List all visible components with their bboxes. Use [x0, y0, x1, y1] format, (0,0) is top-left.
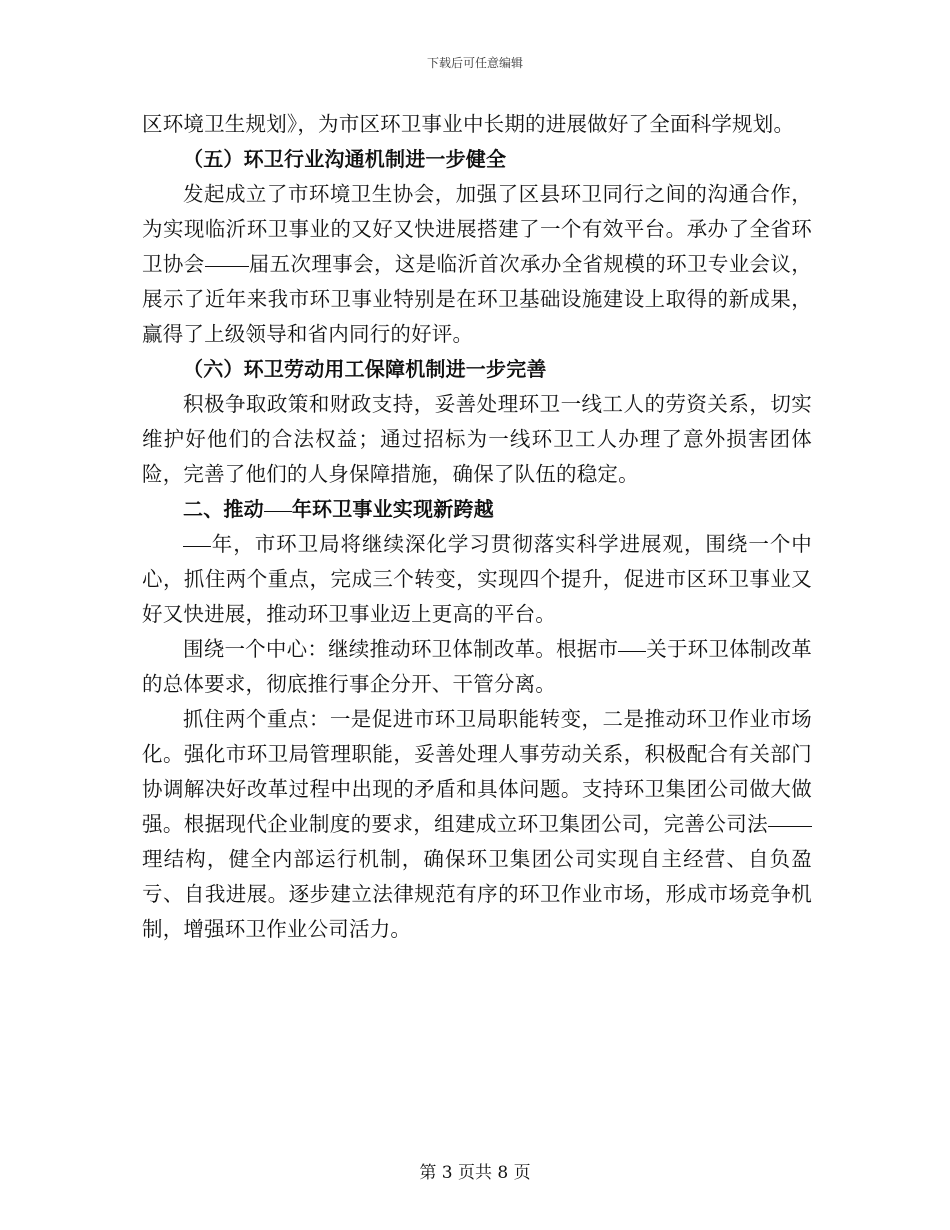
heading-text: 年环卫事业实现新跨越: [291, 497, 494, 521]
blank-line: [264, 510, 292, 512]
paragraph-text: 理结构，健全内部运行机制，确保环卫集团公司实现自主经营、自负盈亏、自我进展。逐步建立法律规范有序的环卫作业市场，形成市场竞争机制，增强环卫作业公司活力。: [142, 847, 812, 941]
paragraph: [142, 702, 812, 947]
heading-text: 二、推动: [183, 497, 264, 521]
paragraph-text: 关于环卫体制改革的总体要求，彻底推行事企分开、干管分离。: [142, 637, 812, 696]
paragraph-text: 届五次理事会，这是临沂首次承办全省规模的环卫专业会议，展示了近年来我市环卫事业特别是在环卫基础设施建设上取得的新成果，赢得了上级领导和省内同行的好评。: [142, 252, 812, 346]
section-heading: （五）环卫行业沟通机制进一步健全: [183, 147, 507, 171]
chapter-heading: [142, 492, 812, 527]
paragraph-text: 年，市环卫局将继续深化学习贯彻落实科学进展观，围绕一个中心，抓住两个重点，完成三个转变，实现四个提升，促进市区环卫事业又好又快进展，推动环卫事业迈上更高的平台。: [142, 532, 812, 626]
section-heading: （六）环卫劳动用工保障机制进一步完善: [183, 357, 547, 381]
paragraph-text: 围绕一个中心：继续推动环卫体制改革。根据市: [183, 637, 619, 661]
blank-line: [205, 265, 249, 267]
header-note: 下载后可任意编辑: [426, 56, 523, 70]
paragraph: [142, 632, 812, 702]
blank-line: [183, 545, 211, 547]
document-body: [142, 107, 812, 947]
paragraph-text: 发起成立了市环境卫生协会，加强了区县环卫同行之间的沟通合作，为实现临沂环卫事业的又好又快进展搭建了一个有效平台。承办了全省环卫协会: [142, 182, 812, 276]
paragraph: 积极争取政策和财政支持，妥善处理环卫一线工人的劳资关系，切实维护好他们的合法权益；通过招标为一线环卫工人办理了意外损害团体险，完善了他们的人身保障措施，确保了队伍的稳定。: [142, 392, 812, 486]
paragraph-text: 抓住两个重点：一是促进市环卫局职能转变，二是推动环卫作业市场化。强化市环卫局管理职能，妥善处理人事劳动关系，积极配合有关部门协调解决好改革过程中出现的矛盾和具体问题。支持环卫集团公司做大做强。根据现代企业制度的要求，组建成立环卫集团公司，完善公司法: [142, 707, 812, 836]
paragraph: [142, 177, 812, 352]
paragraph: 区环境卫生规划》，为市区环卫事业中长期的进展做好了全面科学规划。: [142, 112, 795, 136]
blank-line: [768, 825, 812, 827]
paragraph: [142, 527, 812, 632]
blank-line: [618, 650, 646, 652]
page-footer: 第 3 页共 8 页: [419, 1163, 531, 1183]
